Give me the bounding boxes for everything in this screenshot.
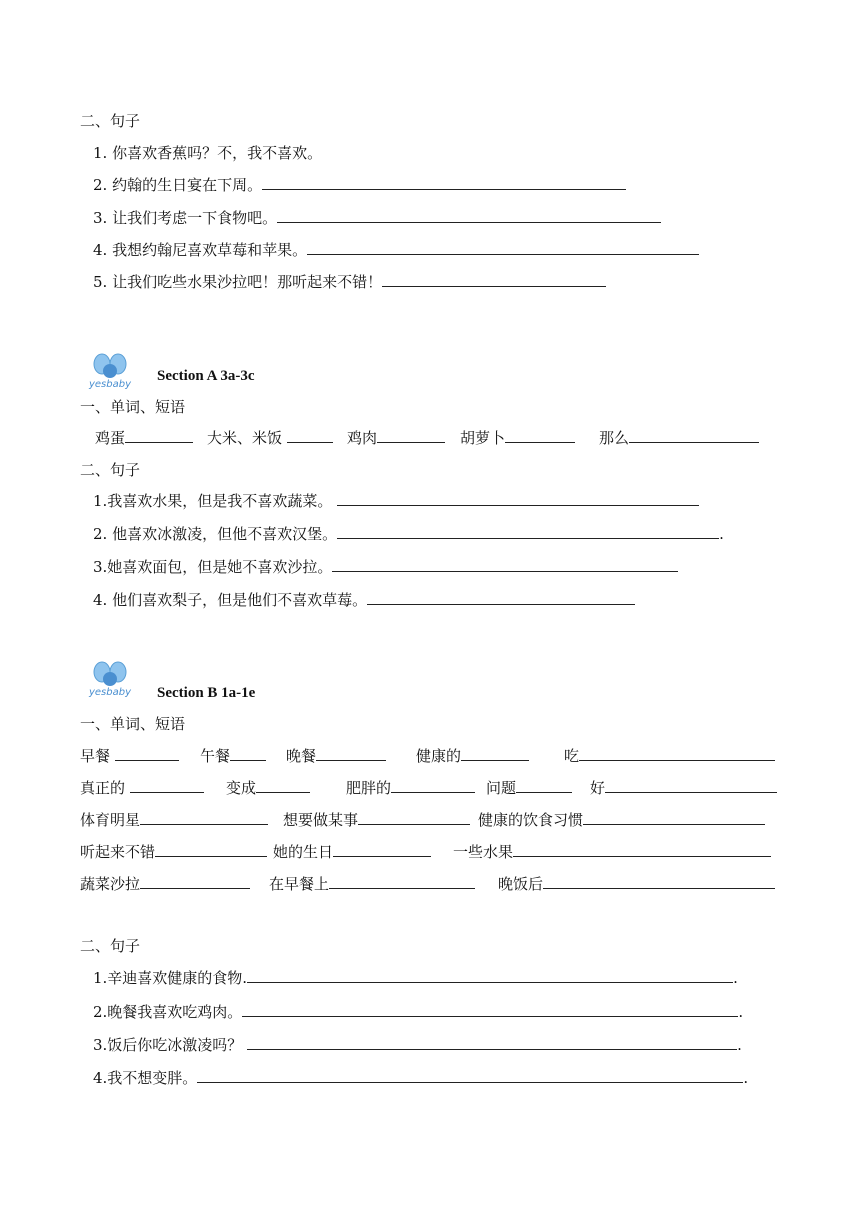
svg-text:yesbaby: yesbaby [88, 687, 132, 698]
answer-blank[interactable] [307, 240, 699, 255]
answer-blank[interactable] [262, 175, 626, 190]
answer-blank[interactable] [367, 590, 635, 605]
section-a-title: Section A 3a-3c [157, 368, 255, 384]
answer-blank[interactable] [247, 968, 733, 983]
section-b-title: Section B 1a-1e [157, 685, 256, 701]
svg-text:yesbaby: yesbaby [88, 379, 132, 390]
section-b-sentence-1: 1.辛迪喜欢健康的食物. . [93, 969, 738, 987]
answer-blank[interactable] [337, 524, 719, 539]
section-a-vocab-heading: 一、单词、短语 [80, 398, 186, 416]
answer-blank[interactable] [382, 272, 606, 287]
yesbaby-logo [80, 660, 140, 698]
answer-blank[interactable] [332, 557, 678, 572]
answer-blank[interactable] [130, 778, 204, 793]
answer-blank[interactable] [256, 778, 310, 793]
answer-blank[interactable] [197, 1068, 743, 1083]
section-a-sentence-2: 2. 他喜欢冰激凌，但他不喜欢汉堡。 . [93, 525, 724, 543]
answer-blank[interactable] [316, 746, 386, 761]
answer-blank[interactable] [125, 428, 193, 443]
answer-blank[interactable] [605, 778, 777, 793]
answer-blank[interactable] [377, 428, 445, 443]
answer-blank[interactable] [629, 428, 759, 443]
answer-blank[interactable] [287, 428, 333, 443]
section-b-vocab-row: 真正的 变成 肥胖的 问题 好 [80, 778, 780, 800]
section-b-vocab-row: 听起来不错 她的生日 一些水果 [80, 842, 780, 864]
answer-blank[interactable] [543, 874, 775, 889]
answer-blank[interactable] [140, 874, 250, 889]
answer-blank[interactable] [358, 810, 470, 825]
section-b-sentence-4: 4.我不想变胖。 . [93, 1069, 749, 1087]
section-b-vocab-row: 早餐 午餐 晚餐 健康的 吃 [80, 746, 780, 768]
section-a-vocab-row: 鸡蛋 大米、米饭 鸡肉 胡萝卜 那么 [80, 428, 780, 450]
part1-sentence-1: 1. 你喜欢香蕉吗？不，我不喜欢。 [93, 144, 323, 162]
answer-blank[interactable] [242, 1002, 738, 1017]
yesbaby-logo [80, 352, 140, 390]
part1-heading: 二、句子 [80, 112, 141, 130]
section-b-vocab-row: 蔬菜沙拉 在早餐上 晚饭后 [80, 874, 780, 896]
answer-blank[interactable] [230, 746, 266, 761]
answer-blank[interactable] [333, 842, 431, 857]
answer-blank[interactable] [329, 874, 475, 889]
answer-blank[interactable] [513, 842, 771, 857]
answer-blank[interactable] [579, 746, 775, 761]
section-b-sentence-heading: 二、句子 [80, 937, 141, 955]
part1-sentence-4: 4. 我想约翰尼喜欢草莓和苹果。 [93, 240, 699, 260]
section-a-sentence-1: 1.我喜欢水果，但是我不喜欢蔬菜。 [93, 491, 699, 511]
part1-sentence-3: 3. 让我们考虑一下食物吧。 [93, 208, 661, 228]
part1-sentence-2: 2. 约翰的生日宴在下周。 [93, 175, 626, 195]
section-a-sentence-4: 4. 他们喜欢梨子，但是他们不喜欢草莓。 [93, 590, 635, 610]
answer-blank[interactable] [505, 428, 575, 443]
section-b-sentence-3: 3.饭后你吃冰激凌吗？ . [93, 1036, 742, 1054]
answer-blank[interactable] [337, 491, 699, 506]
answer-blank[interactable] [391, 778, 475, 793]
section-a-sentence-3: 3.她喜欢面包，但是她不喜欢沙拉。 [93, 557, 678, 577]
section-b-vocab-heading: 一、单词、短语 [80, 715, 186, 733]
answer-blank[interactable] [277, 208, 661, 223]
part1-sentence-5: 5. 让我们吃些水果沙拉吧！那听起来不错！ [93, 272, 606, 292]
answer-blank[interactable] [247, 1035, 737, 1050]
section-b-vocab-row: 体育明星 想要做某事 健康的饮食习惯 [80, 810, 780, 832]
answer-blank[interactable] [115, 746, 179, 761]
answer-blank[interactable] [461, 746, 529, 761]
answer-blank[interactable] [155, 842, 267, 857]
section-b-sentence-2: 2.晚餐我喜欢吃鸡肉。 . [93, 1003, 744, 1021]
answer-blank[interactable] [140, 810, 268, 825]
answer-blank[interactable] [516, 778, 572, 793]
answer-blank[interactable] [583, 810, 765, 825]
section-a-sentence-heading: 二、句子 [80, 461, 141, 479]
